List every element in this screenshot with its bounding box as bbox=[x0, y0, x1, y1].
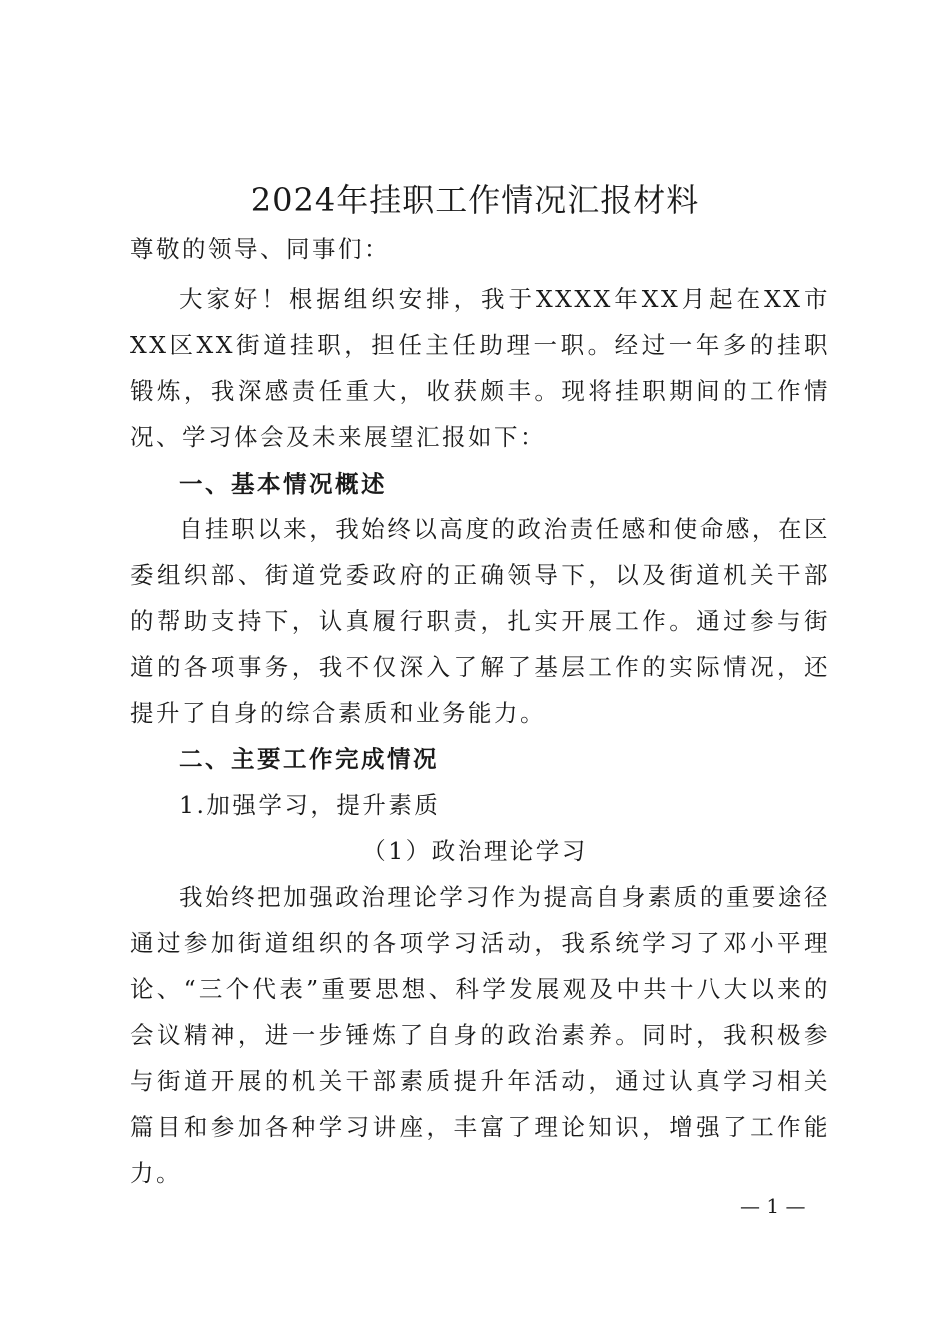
basic-overview-paragraph: 自挂职以来，我始终以高度的政治责任感和使命感，在区委组织部、街道党委政府的正确领导下，以及街道机关干部的帮助支持下，认真履行职责，扎实开展工作。通过参与街道的各项事务，我不仅深入了解了基层工作的实际情况，还提升了自身的综合素质和业务能力。 bbox=[130, 515, 830, 727]
section-heading-basic-overview: 一、基本情况概述 bbox=[179, 470, 387, 498]
greeting: 尊敬的领导、同事们： bbox=[130, 235, 390, 263]
subsubsection-heading-political-theory: （1）政治理论学习 bbox=[362, 837, 588, 865]
intro-paragraph: 大家好！根据组织安排，我于XXXX年XX月起在XX市XX区XX街道挂职，担任主任助理一职。经过一年多的挂职锻炼，我深感责任重大，收获颇丰。现将挂职期间的工作情况、学习体会及未来展望汇报如下： bbox=[130, 285, 830, 451]
political-theory-paragraph: 我始终把加强政治理论学习作为提高自身素质的重要途径通过参加街道组织的各项学习活动，我系统学习了邓小平理论、“三个代表”重要思想、科学发展观及中共十八大以来的会议精神，进一步锤炼了自身的政治素养。同时，我积极参与街道开展的机关干部素质提升年活动，通过认真学习相关篇目和参加各种学习讲座，丰富了理论知识，增强了工作能力。 bbox=[130, 883, 830, 1187]
page-number: — 1 — bbox=[740, 1194, 806, 1218]
subsection-heading-study: 1.加强学习，提升素质 bbox=[179, 791, 441, 819]
section-heading-main-work: 二、主要工作完成情况 bbox=[179, 745, 439, 773]
document-title: 2024年挂职工作情况汇报材料 bbox=[250, 181, 700, 219]
